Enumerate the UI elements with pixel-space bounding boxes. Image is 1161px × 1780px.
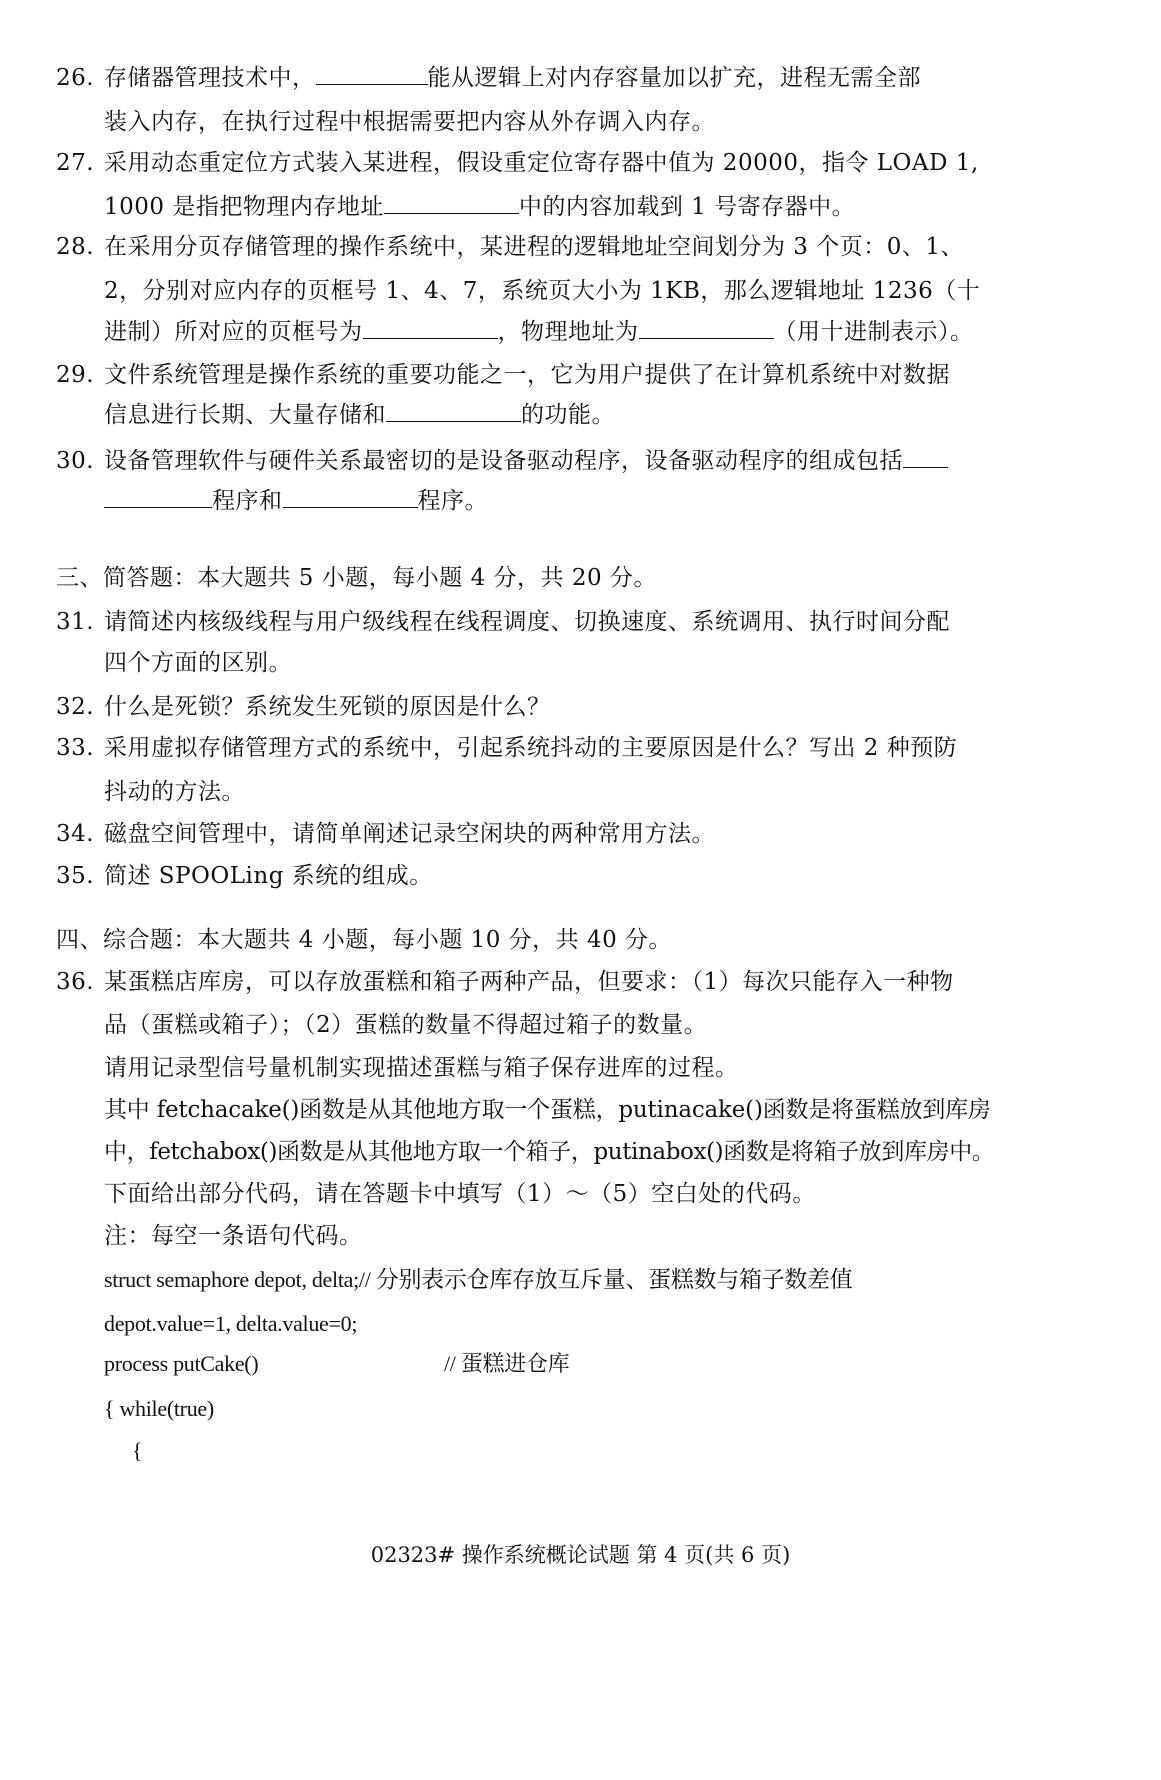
- question-number: 29.: [56, 362, 95, 388]
- code-text: process putCake(): [104, 1351, 259, 1376]
- fill-blank: [363, 318, 498, 339]
- fill-blank: [386, 401, 521, 422]
- question-number: 32.: [56, 694, 95, 720]
- text: 在采用分页存储管理的操作系统中，某进程的逻辑地址空间划分为 3 个页：0、1、: [104, 234, 965, 260]
- code-comment: // 蛋糕进仓库: [444, 1351, 570, 1376]
- code-text: {: [132, 1438, 143, 1463]
- question-number: 33.: [56, 735, 95, 761]
- fill-blank: [283, 487, 418, 508]
- text: 四个方面的区别。: [104, 650, 292, 676]
- section-heading-comprehensive: 四、综合题：本大题共 4 小题，每小题 10 分，共 40 分。: [56, 927, 673, 953]
- fill-blank: [903, 447, 948, 468]
- text: 什么是死锁？系统发生死锁的原因是什么？: [104, 694, 551, 720]
- text: 注：每空一条语句代码。: [104, 1223, 363, 1249]
- text: 中的内容加载到 1 号寄存器中。: [518, 194, 856, 220]
- question-number: 28.: [56, 234, 95, 260]
- text: 抖动的方法。: [104, 779, 245, 805]
- text: 其中 fetchacake()函数是从其他地方取一个蛋糕，putinacake()函数是将蛋糕放到库房: [104, 1097, 991, 1123]
- text: 简述 SPOOLing 系统的组成。: [104, 863, 433, 889]
- code-comment: 分别表示仓库存放互斥量、蛋糕数与箱子数差值: [375, 1267, 853, 1292]
- text: 品（蛋糕或箱子）；（2）蛋糕的数量不得超过箱子的数量。: [104, 1012, 708, 1038]
- text: 采用动态重定位方式装入某进程，假设重定位寄存器中值为 20000，指令 LOAD 1,: [104, 150, 979, 176]
- text: 程序和: [212, 488, 283, 514]
- text: 进制）所对应的页框号为: [104, 319, 363, 345]
- text: 装入内存，在执行过程中根据需要把内容从外存调入内存。: [104, 109, 715, 135]
- question-number: 30.: [56, 448, 95, 474]
- section-heading-short-answer: 三、简答题：本大题共 5 小题，每小题 4 分，共 20 分。: [56, 565, 657, 591]
- question-number: 27.: [56, 150, 95, 176]
- text: 存储器管理技术中，: [104, 65, 316, 91]
- question-number: 26.: [56, 65, 95, 91]
- text: 磁盘空间管理中，请简单阐述记录空闲块的两种常用方法。: [104, 821, 715, 847]
- text: 下面给出部分代码，请在答题卡中填写（1）～（5）空白处的代码。: [104, 1181, 816, 1207]
- page-footer: 02323# 操作系统概论试题 第 4 页(共 6 页): [370, 1543, 791, 1567]
- text: 请简述内核级线程与用户级线程在线程调度、切换速度、系统调用、执行时间分配: [104, 609, 950, 635]
- question-number: 36.: [56, 969, 95, 995]
- question-number: 31.: [56, 609, 95, 635]
- text: 某蛋糕店库房，可以存放蛋糕和箱子两种产品，但要求：（1）每次只能存入一种物: [104, 969, 954, 995]
- text: 2，分别对应内存的页框号 1、4、7，系统页大小为 1KB，那么逻辑地址 1236（十: [104, 278, 981, 304]
- code-text: depot.value=1, delta.value=0;: [104, 1311, 358, 1336]
- text: ，物理地址为: [497, 319, 639, 345]
- fill-blank: [104, 487, 212, 508]
- text: 设备管理软件与硬件关系最密切的是设备驱动程序，设备驱动程序的组成包括: [104, 448, 903, 474]
- text: 1000 是指把物理内存地址: [104, 194, 384, 220]
- question-number: 34.: [56, 821, 95, 847]
- text: （用十进制表示）。: [773, 319, 974, 345]
- text: 请用记录型信号量机制实现描述蛋糕与箱子保存进库的过程。: [104, 1055, 739, 1081]
- fill-blank: [639, 318, 774, 339]
- text: 采用虚拟存储管理方式的系统中，引起系统抖动的主要原因是什么？写出 2 种预防: [104, 735, 958, 761]
- code-text: { while(true): [104, 1396, 214, 1421]
- question-number: 35.: [56, 863, 95, 889]
- fill-blank: [384, 193, 519, 214]
- text: 能从逻辑上对内存容量加以扩充，进程无需全部: [427, 65, 921, 91]
- text: 的功能。: [521, 402, 615, 428]
- text: 文件系统管理是操作系统的重要功能之一，它为用户提供了在计算机系统中对数据: [104, 362, 950, 388]
- fill-blank: [316, 64, 428, 85]
- text: 中，fetchabox()函数是从其他地方取一个箱子，putinabox()函数是将箱子放到库房中。: [104, 1139, 995, 1165]
- code-text: struct semaphore depot, delta;//: [104, 1267, 371, 1292]
- text: 程序。: [417, 488, 488, 514]
- text: 信息进行长期、大量存储和: [104, 402, 386, 428]
